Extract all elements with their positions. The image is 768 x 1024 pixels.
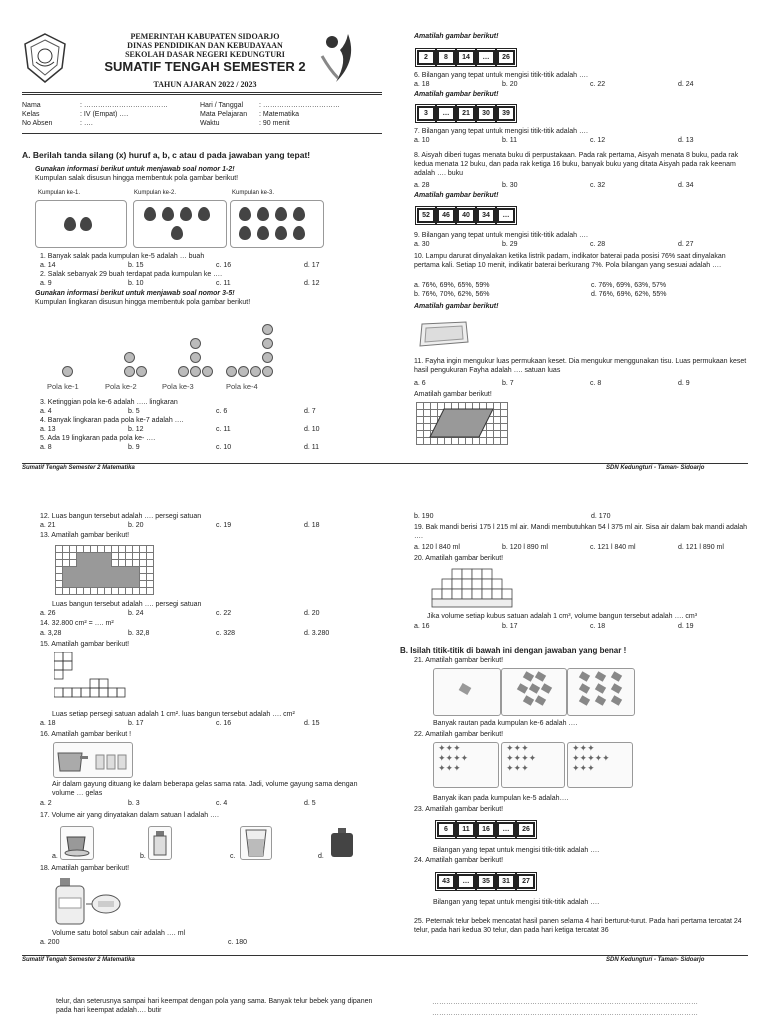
question-13: 13. Amatilah gambar berikut! [40, 532, 130, 539]
question-12-options: a. 21 b. 20 c. 19 d. 18 [40, 522, 320, 529]
school-year: TAHUN AJARAN 2022 / 2023 [153, 80, 257, 89]
question-19-options: a. 120 l 840 ml b. 120 l 890 ml c. 121 l 840 ml d. 121 l 890 ml [414, 544, 724, 551]
question-23-body: Bilangan yang tepat untuk mengisi titik-titik adalah …. [433, 847, 600, 854]
sequence-24: 43 … 35 31 27 [437, 874, 535, 889]
question-17-option-c[interactable]: c. [230, 853, 236, 860]
question-9-options: a. 30 b. 29 c. 28 d. 27 [414, 241, 694, 248]
question-17: 17. Volume air yang dinyatakan dalam satuan l adalah …. [40, 812, 220, 819]
school-emblem-icon [22, 32, 68, 84]
kumpulan-1-label: Kumpulan ke-1. [38, 190, 81, 196]
sequence-7: 3 … 21 30 39 [417, 106, 515, 121]
amati-7: Amatilah gambar berikut! [414, 91, 499, 98]
question-7-options: a. 10 b. 11 c. 12 d. 13 [414, 137, 694, 144]
sequence-23: 6 11 16 … 26 [437, 822, 535, 837]
question-11-options: a. 6 b. 7 c. 8 d. 9 [414, 380, 690, 387]
pola-2-label: Pola ke-2 [105, 382, 137, 391]
nama-label: Nama [22, 102, 41, 109]
question-15-body: Luas setiap persegi satuan adalah 1 cm². luas bangun tersebut adalah …. cm² [52, 711, 295, 718]
absen-label: No Absen [22, 120, 53, 127]
question-5: 5. Ada 19 lingkaran pada pola ke- …. [40, 435, 156, 442]
question-19: 19. Bak mandi berisi 175 l 215 ml air. Mandi membutuhkan 54 l 375 ml air. Sisa air dalam bak mandi adalah …. [414, 524, 748, 540]
question-2: 2. Salak sebanyak 29 buah terdapat pada kumpulan ke …. [40, 271, 223, 278]
absen-value[interactable]: : …. [80, 120, 93, 127]
question-18-body: Volume satu botol sabun cair adalah …. ml [52, 930, 186, 937]
fish-group-3: ✦✦✦ ✦✦✦✦✦ ✦✦✦ [567, 742, 633, 788]
question-25: 25. Peternak telur bebek mencatat hasil panen selama 4 hari berturut-turut. Pada hari pertama tercatat 24 telur, pada hari kedua 30 telur, dan pada hari ketiga tercatat 36 [414, 918, 742, 934]
question-21-body: Banyak rautan pada kumpulan ke-6 adalah …. [433, 720, 578, 727]
waktu-value: : 90 menit [259, 120, 290, 127]
question-17-option-d[interactable]: d. [318, 853, 324, 860]
waktu-label: Waktu [200, 120, 220, 127]
fish-group-2: ✦✦✦ ✦✦✦✦ ✦✦✦ [501, 742, 565, 788]
soap-bottle-image [54, 876, 124, 926]
hari-value[interactable]: : …………………………… [259, 102, 340, 109]
question-18: 18. Amatilah gambar berikut! [40, 865, 130, 872]
question-18-option-c[interactable]: c. 180 [228, 939, 248, 946]
question-12: 12. Luas bangun tersebut adalah …. persegi satuan [40, 513, 202, 520]
cup-image [60, 826, 94, 860]
info-3-5: Gunakan informasi berikut untuk menjawab soal nomor 3-5! [35, 290, 235, 297]
question-10-option-a[interactable]: a. 76%, 69%, 65%, 59% [414, 282, 490, 289]
question-3: 3. Ketinggian pola ke-6 adalah ….. lingkaran [40, 399, 178, 406]
question-8-options: a. 28 b. 30 c. 32 d. 34 [414, 182, 694, 189]
footer-left-2: Sumatif Tengah Semester 2 Matematika [22, 957, 135, 963]
question-21: 21. Amatilah gambar berikut! [414, 657, 504, 664]
question-18-option-a[interactable]: a. 200 [40, 939, 60, 946]
question-4-options: a. 13 b. 12 c. 11 d. 10 [40, 426, 320, 433]
salak-group-3 [230, 200, 324, 248]
question-7: 7. Bilangan yang tepat untuk mengisi titik-titik adalah …. [414, 128, 588, 135]
question-24-body: Bilangan yang tepat untuk mengisi titik-titik adalah …. [433, 899, 600, 906]
nama-value[interactable]: : ……………………………… [80, 102, 168, 109]
amati-11: Amatilah gambar berikut! [414, 303, 499, 310]
question-25-continued: telur, dan seterusnya sampai hari keempat dengan pola yang sama. Banyak telur bebek yang dipanen pada hari keempat adalah…. butir [56, 998, 373, 1014]
intro-3-5: Kumpulan lingkaran disusun hingga membentuk pola gambar berikut! [35, 299, 251, 306]
question-4: 4. Banyak lingkaran pada pola ke-7 adalah …. [40, 417, 184, 424]
question-10-option-c[interactable]: c. 76%, 69%, 63%, 57% [591, 282, 667, 289]
question-8: 8. Aisyah diberi tugas menata buku di perpustakaan. Pada rak pertama, Aisyah menata 8 buku, pada rak kedua menata 12 buku, dan pada rak ketiga 16 buku, banyak buku yang ditata Aisyah pada rak keenam adalah …. buku [414, 152, 739, 177]
section-a-title: A. Berilah tanda silang (x) huruf a, b, c atau d pada jawaban yang tepat! [22, 150, 311, 160]
answer-line-1[interactable]: …………………………………………………………………………………………………… [432, 999, 698, 1006]
salak-group-2 [133, 200, 227, 248]
glass-image [240, 826, 272, 860]
question-18-option-b[interactable]: b. 190 [414, 513, 434, 520]
question-1-options: a. 14 b. 15 c. 16 d. 17 [40, 262, 320, 269]
doormat-image [416, 320, 470, 348]
question-22: 22. Amatilah gambar berikut! [414, 731, 504, 738]
footer-right-1: SDN Kedungturi - Taman- Sidoarjo [606, 465, 705, 471]
mapel-label: Mata Pelajaran [200, 111, 248, 118]
question-2-options: a. 9 b. 10 c. 11 d. 12 [40, 280, 320, 287]
kumpulan-2-label: Kumpulan ke-2. [134, 190, 177, 196]
pola-3-label: Pola ke-3 [162, 382, 194, 391]
question-24: 24. Amatilah gambar berikut! [414, 857, 504, 864]
sharpener-group-3 [567, 668, 635, 716]
question-13-options: a. 26 b. 24 c. 22 d. 20 [40, 610, 320, 617]
question-20-body: Jika volume setiap kubus satuan adalah 1 cm³, volume bangun tersebut adalah …. cm³ [427, 613, 698, 620]
question-9: 9. Bilangan yang tepat untuk mengisi titik-titik adalah …. [414, 232, 588, 239]
amati-6: Amatilah gambar berikut! [414, 33, 499, 40]
pola-1-label: Pola ke-1 [47, 382, 79, 391]
question-3-options: a. 4 b. 5 c. 6 d. 7 [40, 408, 316, 415]
question-20-options: a. 16 b. 17 c. 18 d. 19 [414, 623, 694, 630]
question-17-option-b[interactable]: b. [140, 853, 146, 860]
question-18-option-d[interactable]: d. 170 [591, 513, 611, 520]
question-14-options: a. 3,28 b. 32,8 c. 328 d. 3.280 [40, 630, 330, 637]
mapel-value: : Matematika [259, 111, 300, 118]
pola-4-label: Pola ke-4 [226, 382, 258, 391]
question-14: 14. 32.800 cm² = …. m² [40, 620, 114, 627]
sequence-9: 52 46 40 34 … [417, 208, 515, 223]
dipper-glasses-image [53, 742, 133, 778]
question-5-options: a. 8 b. 9 c. 10 d. 11 [40, 444, 320, 451]
amati-9: Amatilah gambar berikut! [414, 192, 499, 199]
question-10: 10. Lampu darurat dinyalakan ketika listrik padam, indikator baterai pada posisi 76% saat dinyalakan pertama kali. Setiap 10 menit, indikatir baterai berkurang 7%. Pola bilangan yang sesuai adalah …. [414, 253, 726, 269]
question-22-body: Banyak ikan pada kumpulan ke-5 adalah…. [433, 795, 569, 802]
question-16-body: Air dalam gayung dituang ke dalam beberapa gelas sama rata. Jadi, volume gayung sama dengan volume … gelas [52, 781, 358, 797]
education-logo-icon [318, 30, 358, 86]
question-6: 6. Bilangan yang tepat untuk mengisi titik-titik adalah …. [414, 72, 588, 79]
parallelogram-grid [416, 402, 508, 445]
question-16: 16. Amatilah gambar berikut ! [40, 731, 132, 738]
answer-line-2[interactable]: …………………………………………………………………………………………………… [432, 1010, 698, 1017]
square-unit-figure [54, 652, 126, 708]
area-grid-13 [55, 545, 154, 595]
question-17-option-a[interactable]: a. [52, 853, 58, 860]
info-1-2: Gunakan informasi berikut untuk menjawab soal nomor 1-2! [35, 166, 235, 173]
intro-1-2: Kumpulan salak disusun hingga membentuk pola gambar berikut! [35, 175, 239, 182]
header-line1: PEMERINTAH KABUPATEN SIDOARJO [130, 32, 280, 41]
question-11: 11. Fayha ingin mengukur luas permukaan keset. Dia mengukur menggunakan tisu. Luas permukaan keset hasil pengukuran Fayha adalah …. satuan luas [414, 358, 747, 374]
amati-12: Amatilah gambar berikut! [414, 391, 492, 398]
question-15: 15. Amatilah gambar berikut! [40, 641, 130, 648]
header-line3: SEKOLAH DASAR NEGERI KEDUNGTURI [125, 50, 285, 59]
page-title: SUMATIF TENGAH SEMESTER 2 [104, 59, 306, 74]
question-13-body: Luas bangun tersebut adalah …. persegi satuan [52, 601, 202, 608]
medicine-bottle-image [148, 826, 172, 860]
sharpener-group-2 [501, 668, 567, 716]
water-jug-image [326, 826, 358, 858]
cube-stack-figure [430, 565, 522, 611]
kumpulan-3-label: Kumpulan ke-3. [232, 190, 275, 196]
sharpener-group-1 [433, 668, 501, 716]
kelas-label: Kelas [22, 111, 40, 118]
salak-group-1 [35, 200, 127, 248]
question-15-options: a. 18 b. 17 c. 16 d. 15 [40, 720, 320, 727]
question-1: 1. Banyak salak pada kumpulan ke-5 adalah … buah [40, 253, 205, 260]
footer-right-2: SDN Kedungturi - Taman- Sidoarjo [606, 957, 705, 963]
header-line2: DINAS PENDIDIKAN DAN KEBUDAYAAN [127, 41, 283, 50]
kelas-value: : IV (Empat) …. [80, 111, 129, 118]
sequence-6: 2 8 14 … 26 [417, 50, 515, 65]
question-20: 20. Amatilah gambar berikut! [414, 555, 504, 562]
question-16-options: a. 2 b. 3 c. 4 d. 5 [40, 800, 316, 807]
question-6-options: a. 18 b. 20 c. 22 d. 24 [414, 81, 694, 88]
section-b-title: B. Isilah titik-titik di bawah ini dengan jawaban yang benar ! [400, 646, 627, 655]
hari-label: Hari / Tanggal [200, 102, 244, 109]
question-10-option-d[interactable]: d. 76%, 69%, 62%, 55% [591, 291, 667, 298]
fish-group-1: ✦✦✦ ✦✦✦✦ ✦✦✦ [433, 742, 499, 788]
question-10-option-b[interactable]: b. 76%, 70%, 62%, 56% [414, 291, 490, 298]
question-23: 23. Amatilah gambar berikut! [414, 806, 504, 813]
footer-left-1: Sumatif Tengah Semester 2 Matematika [22, 465, 135, 471]
